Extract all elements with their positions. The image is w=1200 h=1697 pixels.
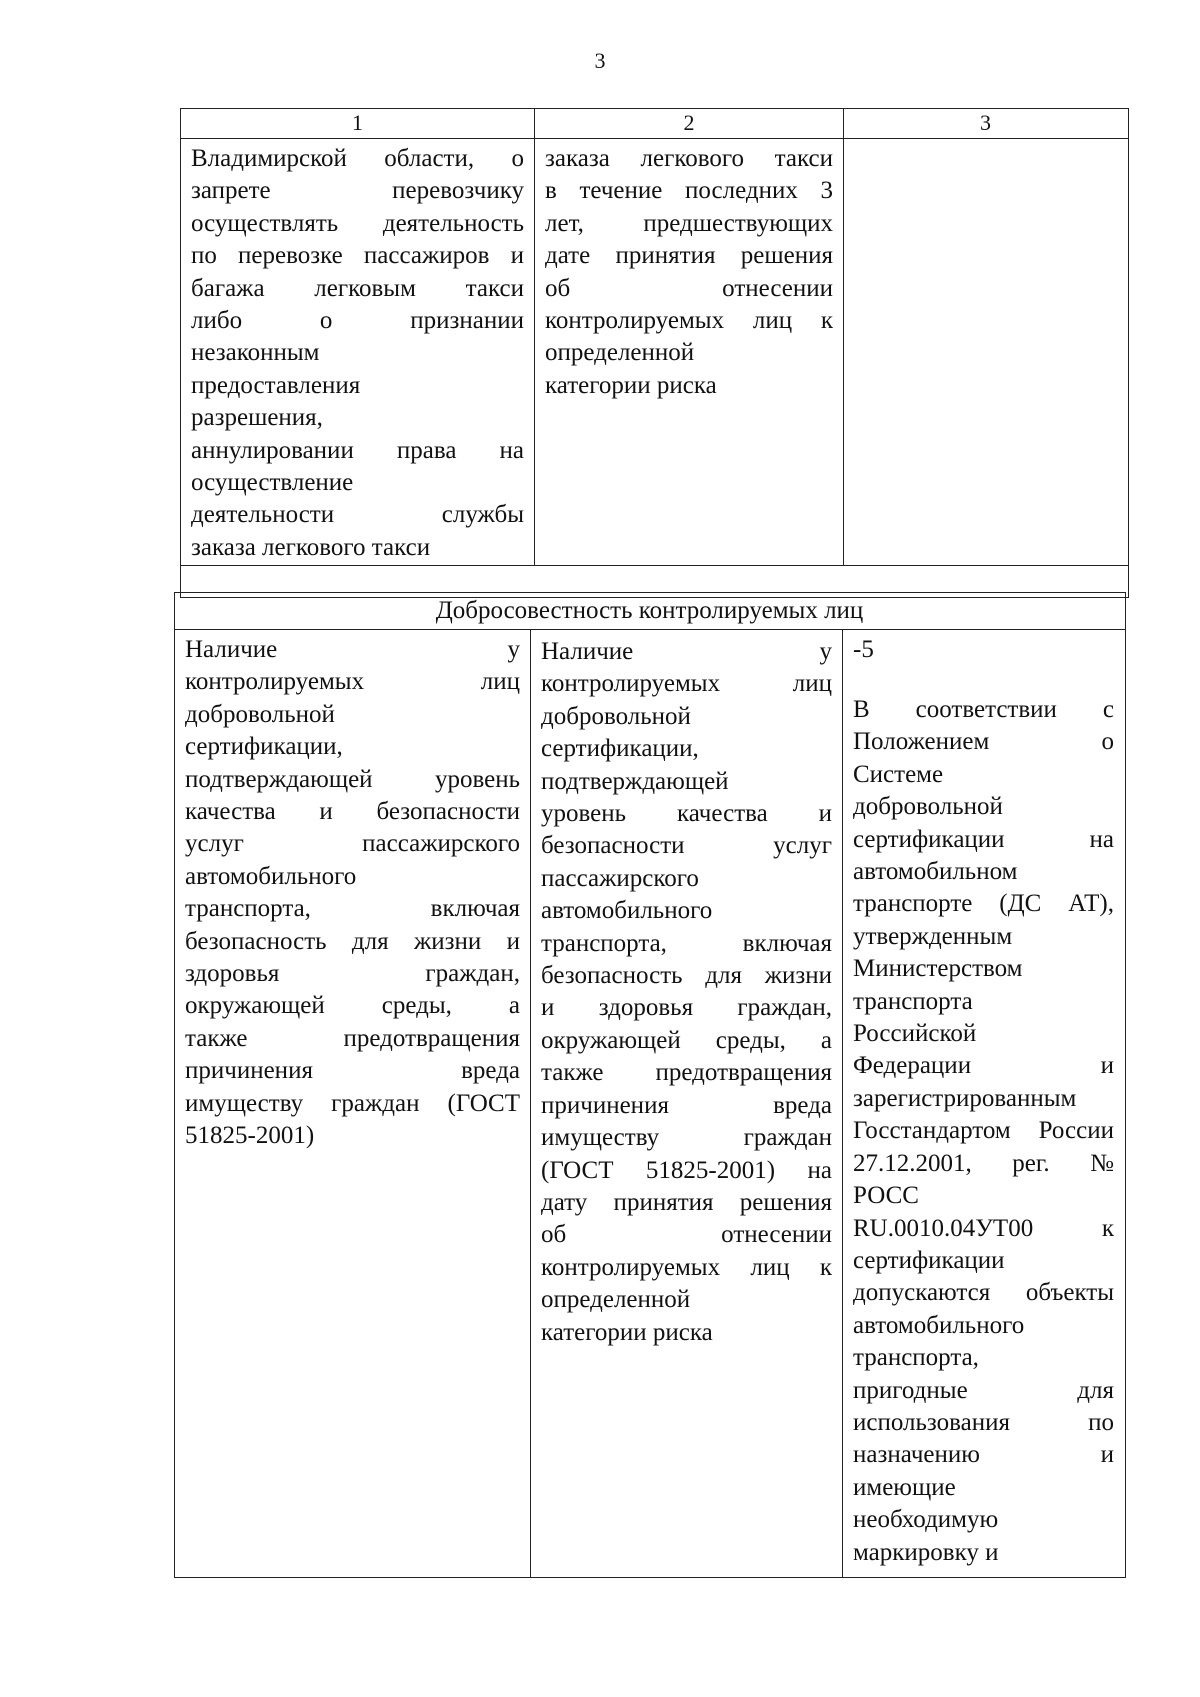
text-line: безопасность для жизни: [541, 962, 832, 990]
text-line: пассажирского: [541, 864, 699, 892]
text-line: Системе: [853, 760, 944, 788]
text-line: утвержденным: [853, 922, 1013, 950]
text-line: пригодные для: [853, 1376, 1114, 1404]
text-line: имеющие: [853, 1473, 956, 1501]
row1-col3: [843, 139, 1127, 565]
text-line: предоставления: [191, 371, 361, 399]
text-line: окружающей среды, а: [541, 1026, 832, 1054]
text-line: 51825-2001): [185, 1122, 315, 1150]
text-line: заказа легкового такси: [191, 533, 431, 561]
text-line: 27.12.2001, рег. №: [853, 1149, 1114, 1177]
row2-col1: [175, 630, 530, 1577]
text-line: транспорта, включая: [541, 929, 832, 957]
row2-col2: [530, 630, 842, 1577]
text-line: зарегистрированным: [853, 1084, 1077, 1112]
text-line: лет, предшествующих: [545, 209, 833, 237]
text-line: автомобильного: [541, 897, 713, 925]
text-line: категории риска: [541, 1318, 713, 1346]
header-col-1: 1: [352, 110, 363, 135]
text-line: транспорте (ДС АТ),: [853, 890, 1114, 918]
text-line: Министерством: [853, 955, 1023, 983]
text-line: сертификации на: [853, 825, 1114, 853]
section-title-row: [175, 592, 1125, 629]
text-line: использования по: [853, 1408, 1114, 1436]
text-line: причинения вреда: [541, 1091, 832, 1119]
text-line: категории риска: [545, 371, 717, 399]
text-line: дату принятия решения: [541, 1188, 832, 1216]
text-line: безопасность для жизни и: [185, 927, 520, 955]
text-line: Федерации и: [853, 1052, 1114, 1080]
text-line: RU.0010.04УТ00 к: [853, 1214, 1114, 1242]
table-row-1: [181, 138, 1128, 565]
text-line: уровень качества и: [541, 800, 832, 828]
text-line: услуг пассажирского: [185, 830, 520, 858]
text-line: осуществлять деятельность: [191, 209, 524, 237]
row2-col3-text: [853, 694, 1114, 1569]
text-line: контролируемых лиц к: [545, 307, 833, 335]
text-line: багажа легковым такси: [191, 274, 524, 302]
text-line: сертификации,: [185, 733, 343, 761]
text-line: допускаются объекты: [853, 1279, 1114, 1307]
table-header-row: [181, 108, 1128, 138]
text-line: Положением о: [853, 728, 1114, 756]
text-line: Российской: [853, 1020, 977, 1048]
text-line: также предотвращения: [541, 1059, 832, 1087]
text-line: аннулировании права на: [191, 436, 524, 464]
row1-col2: [534, 139, 843, 565]
row1-col1: [181, 139, 534, 565]
table-lower: [174, 592, 1126, 1578]
text-line: Госстандартом России: [853, 1117, 1114, 1145]
text-line: В соответствии с: [853, 696, 1114, 723]
text-line: дате принятия решения: [545, 242, 833, 270]
text-line: имуществу граждан (ГОСТ: [185, 1089, 520, 1117]
text-line: окружающей среды, а: [185, 992, 520, 1020]
text-line: РОСС: [853, 1182, 919, 1210]
row2-col3: [842, 630, 1124, 1577]
text-line: назначению и: [853, 1441, 1114, 1469]
table-upper: [180, 108, 1129, 598]
text-line: необходимую: [853, 1506, 999, 1534]
text-line: причинения вреда: [185, 1057, 520, 1085]
text-line: добровольной: [541, 702, 691, 730]
text-line: безопасности услуг: [541, 832, 832, 860]
text-line: также предотвращения: [185, 1024, 520, 1052]
header-col-2: 2: [534, 109, 843, 138]
text-line: либо о признании: [191, 307, 524, 335]
text-line: деятельности службы: [191, 501, 524, 529]
text-line: сертификации,: [541, 735, 699, 763]
text-line: подтверждающей уровень: [185, 765, 520, 793]
text-line: запрете перевозчику: [191, 177, 524, 205]
text-line: автомобильном: [853, 858, 1018, 886]
text-line: контролируемых лиц: [185, 668, 520, 696]
text-line: здоровья граждан,: [185, 960, 520, 988]
text-line: транспорта, включая: [185, 895, 520, 923]
text-line: заказа легкового такси: [545, 145, 833, 172]
text-line: автомобильного: [853, 1311, 1025, 1339]
text-line: определенной: [541, 1286, 691, 1314]
text-line: имуществу граждан: [541, 1124, 832, 1152]
text-line: добровольной: [853, 793, 1003, 821]
text-line: незаконным: [191, 339, 320, 367]
text-line: (ГОСТ 51825-2001) на: [541, 1156, 832, 1184]
text-line: и здоровья граждан,: [541, 994, 832, 1022]
text-line: добровольной: [185, 700, 335, 728]
text-line: Наличие у: [185, 636, 520, 663]
header-col-3: 3: [843, 109, 1127, 138]
text-line: контролируемых лиц: [541, 670, 832, 698]
text-line: осуществление: [191, 469, 354, 497]
text-line: об отнесении: [541, 1221, 832, 1249]
text-line: по перевозке пассажиров и: [191, 242, 524, 270]
table-row-2: [175, 629, 1125, 1578]
text-line: об отнесении: [545, 274, 833, 302]
text-line: подтверждающей: [541, 767, 729, 795]
text-line: в течение последних 3: [545, 177, 833, 205]
text-line: определенной: [545, 339, 695, 367]
text-line: Наличие у: [541, 638, 832, 665]
text-line: маркировку и: [853, 1538, 999, 1566]
row2-col3-value: -5: [853, 636, 874, 663]
text-line: автомобильного: [185, 862, 357, 890]
text-line: контролируемых лиц к: [541, 1253, 832, 1281]
text-line: транспорта: [853, 987, 973, 1015]
text-line: качества и безопасности: [185, 798, 520, 826]
text-line: разрешения,: [191, 404, 323, 432]
text-line: Владимирской области, о: [191, 145, 524, 172]
section-title: Добросовестность контролируемых лиц: [435, 597, 864, 624]
text-line: транспорта,: [853, 1344, 979, 1372]
page-number: 3: [594, 48, 606, 73]
text-line: сертификации: [853, 1246, 1005, 1274]
